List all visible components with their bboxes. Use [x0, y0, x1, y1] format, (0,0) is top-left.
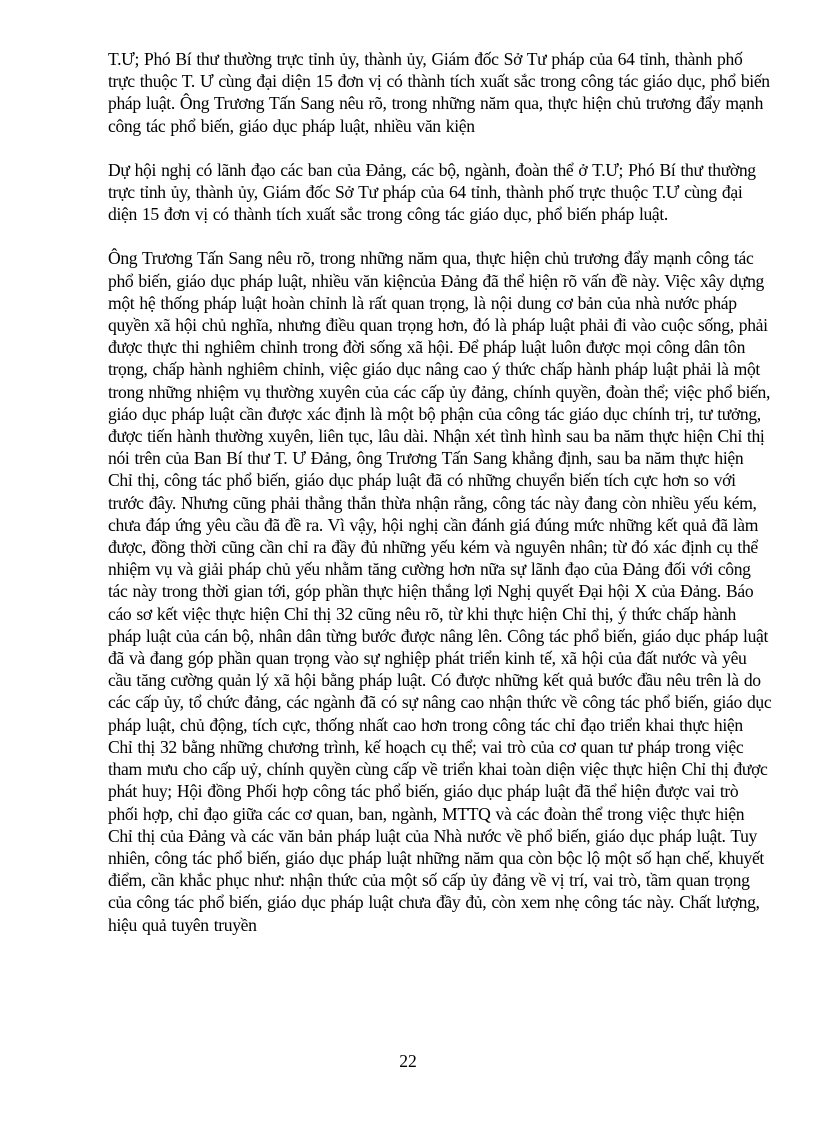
paragraph-2: Dự hội nghị có lãnh đạo các ban của Đảng, các bộ, ngành, đoàn thể ở T.Ư; Phó Bí thư thường trực tỉnh ủy, thành ủy, Giám đốc Sở Tư pháp của 64 tỉnh, thành phố trực thuộc T.Ư cùng đại diện 15 đơn vị có thành tích xuất sắc trong công tác giáo dục, phổ biến pháp luật. — [108, 159, 756, 225]
paragraph-3: Ông Trương Tấn Sang nêu rõ, trong những năm qua, thực hiện chủ trương đẩy mạnh công tác phổ biến, giáo dục pháp luật, nhiều văn kiệncủa Đảng đã thể hiện rõ vấn đề này. Việc xây dựng một hệ thống pháp luật hoàn chỉnh là rất quan trọng, là nội dung cơ bản của nhà nước pháp quyền xã hội chủ nghĩa, nhưng điều quan trọng hơn, đó là pháp luật phải đi vào cuộc sống, phải được thực thi nghiêm chỉnh trong đời sống xã hội. Để pháp luật luôn được mọi công dân tôn trọng, chấp hành nghiêm chỉnh, việc giáo dục nâng cao ý thức chấp hành pháp luật phải là một trong những nhiệm vụ thường xuyên của các cấp ủy đảng, chính quyền, đoàn thể; việc phổ biến, giáo dục pháp luật cần được xác định là một bộ phận của công tác giáo dục chính trị, tư tưởng, được tiến hành thường xuyên, liên tục, lâu dài. Nhận xét tình hình sau ba năm thực hiện Chỉ thị nói trên của Ban Bí thư T. Ư Đảng, ông Trương Tấn Sang khẳng định, sau ba năm thực hiện Chỉ thị, công tác phổ biến, giáo dục pháp luật đã có những chuyển biến tích cực hơn so với trước đây. Nhưng cũng phải thẳng thắn thừa nhận rằng, công tác này đang còn nhiều yếu kém, chưa đáp ứng yêu cầu đã đề ra. Vì vậy, hội nghị cần đánh giá đúng mức những kết quả đã làm được, đồng thời cũng cần chỉ ra đầy đủ những yếu kém và nguyên nhân; từ đó xác định cụ thể nhiệm vụ và giải pháp chủ yếu nhằm tăng cường hơn nữa sự lãnh đạo của Đảng đối với công tác này trong thời gian tới, góp phần thực hiện thắng lợi Nghị quyết Đại hội X của Đảng. Báo cáo sơ kết việc thực hiện Chỉ thị 32 cũng nêu rõ, từ khi thực hiện Chỉ thị, ý thức chấp hành pháp luật của cán bộ, nhân dân từng bước được nâng lên. Công tác phổ biến, giáo dục pháp luật đã và đang góp phần quan trọng vào sự nghiệp phát triển kinh tế, xã hội của đất nước và yêu cầu tăng cường quản lý xã hội bằng pháp luật. Có được những kết quả bước đầu nêu trên là do các cấp ủy, tổ chức đảng, các ngành đã có sự nâng cao nhận thức về công tác phổ biến, giáo dục pháp luật, chủ động, tích cực, thống nhất cao hơn trong công tác chỉ đạo triển khai thực hiện Chỉ thị 32 bằng những chương trình, kế hoạch cụ thể; vai trò của cơ quan tư pháp trong việc tham mưu cho cấp uỷ, chính quyền cùng cấp về triển khai toàn diện việc thực hiện Chỉ thị được phát huy; Hội đồng Phối hợp công tác phổ biến, giáo dục pháp luật đã thể hiện được vai trò phối hợp, chỉ đạo giữa các cơ quan, ban, ngành, MTTQ và các đoàn thể trong việc thực hiện Chỉ thị của Đảng và các văn bản pháp luật của Nhà nước về phổ biến, giáo dục pháp luật. Tuy nhiên, công tác phổ biến, giáo dục pháp luật những năm qua còn bộc lộ một số hạn chế, khuyết điểm, cần khắc phục như: nhận thức của một số cấp ủy đảng về vị trí, vai trò, tầm quan trọng của công tác phổ biến, giáo dục pháp luật chưa đầy đủ, còn xem nhẹ công tác này. Chất lượng, hiệu quả tuyên truyền — [108, 248, 772, 935]
paragraph-gap — [108, 225, 772, 247]
paragraph-gap — [108, 137, 772, 159]
paragraph-1: T.Ư; Phó Bí thư thường trực tỉnh ủy, thành ủy, Giám đốc Sở Tư pháp của 64 tỉnh, thành phố trực thuộc T. Ư cùng đại diện 15 đơn vị có thành tích xuất sắc trong công tác giáo dục, phổ biến pháp luật. Ông Trương Tấn Sang nêu rõ, trong những năm qua, thực hiện chủ trương đẩy mạnh công tác phổ biến, giáo dục pháp luật, nhiều văn kiện — [108, 49, 770, 136]
page-number: 22 — [399, 1051, 417, 1071]
document-page — [108, 48, 772, 936]
